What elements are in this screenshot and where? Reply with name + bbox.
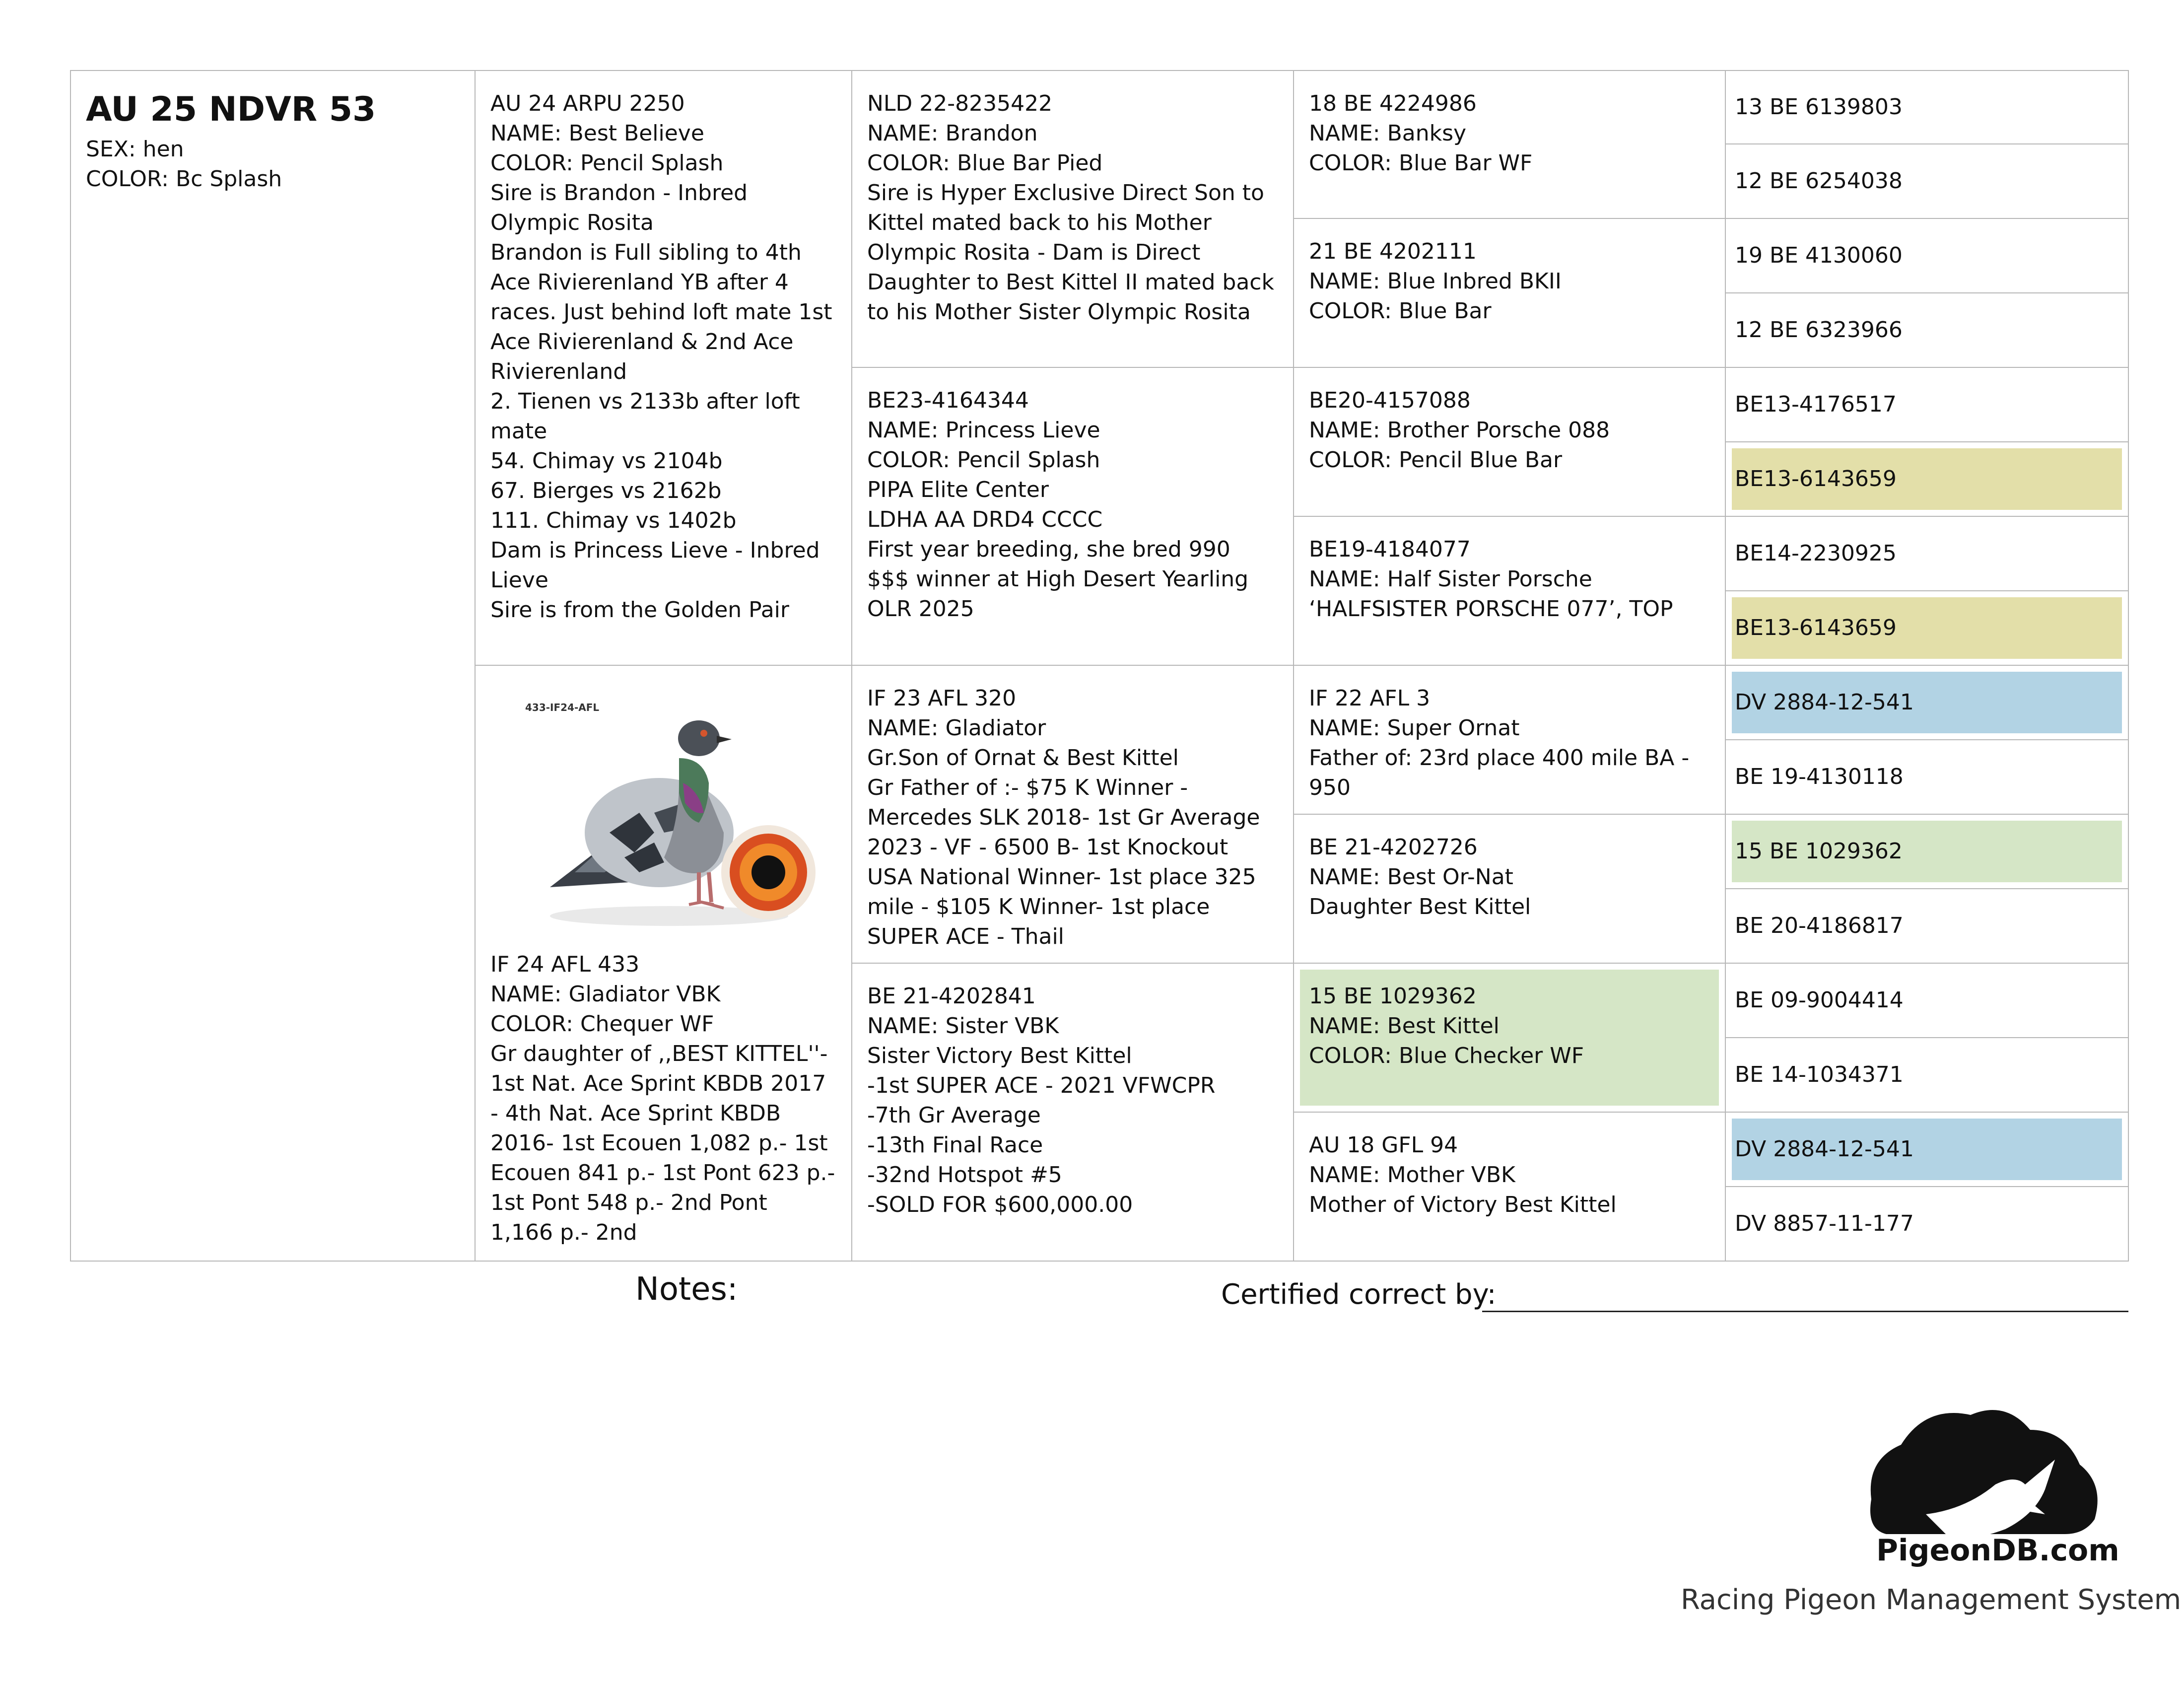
gen3-details-2: BE23-4164344 NAME: Princess Lieve COLOR: Pencil Splash PIPA Elite Center LDHA AA DRD4 CCCC First year breeding, she bred 990 $$$ winner at High Desert Yearling OLR 2025 bbox=[867, 388, 1249, 622]
gen5-cell-11 bbox=[1725, 814, 2129, 889]
gen5-ring-9: DV 2884-12-541 bbox=[1735, 690, 1914, 715]
sire-cell bbox=[475, 70, 852, 666]
sire-details: AU 24 ARPU 2250 NAME: Best Believe COLOR: Pencil Splash Sire is Brandon - Inbred Olympic Rosita Brandon is Full sibling to 4th Ace Rivierenland YB after 4 races. Just behind loft mate 1st Ace Rivierenland & 2nd Ace Rivierenland 2. Tienen vs 2133b after loft mate 54. Chimay vs 2104b 67. Bierges vs 2162b 111. Chimay vs 1402b Dam is Princess Lieve - Inbred Lieve Sire is from the Golden Pair bbox=[490, 91, 832, 623]
gen5-ring-3: 19 BE 4130060 bbox=[1735, 243, 1903, 268]
gen5-ring-16: DV 8857-11-177 bbox=[1735, 1211, 1914, 1236]
gen5-cell-16 bbox=[1725, 1186, 2129, 1262]
gen4-cell-8 bbox=[1293, 1112, 1726, 1262]
gen5-ring-4: 12 BE 6323966 bbox=[1735, 317, 1903, 343]
gen3-details-3: IF 23 AFL 320 NAME: Gladiator Gr.Son of Ornat & Best Kittel Gr Father of :- $75 K Winner - Mercedes SLK 2018- 1st Gr Average 2023 - VF - 6500 B- 1st Knockout USA National Winner- 1st place 325 mile - $105 K Winner- 1st place SUPER ACE - Thail bbox=[867, 686, 1260, 949]
gen5-ring-6: BE13-6143659 bbox=[1735, 466, 1897, 492]
gen5-ring-13: BE 09-9004414 bbox=[1735, 987, 1904, 1013]
gen5-cell-2 bbox=[1725, 143, 2129, 219]
gen5-cell-4 bbox=[1725, 292, 2129, 368]
dam-details: IF 24 AFL 433 NAME: Gladiator VBK COLOR: Chequer WF Gr daughter of ,,BEST KITTEL''- 1st Nat. Ace Sprint KBDB 2017 - 4th Nat. Ace Sprint KBDB 2016- 1st Ecouen 1,082 p.- 1st Ecouen 841 p.- 1st Pont 623 p.- 1st Pont 548 p.- 2nd Pont 1,166 p.- 2nd bbox=[490, 952, 835, 1245]
gen5-cell-8 bbox=[1725, 590, 2129, 666]
gen5-ring-12: BE 20-4186817 bbox=[1735, 913, 1904, 938]
gen3-cell-1 bbox=[851, 70, 1294, 368]
gen4-details-5: IF 22 AFL 3 NAME: Super Ornat Father of: 23rd place 400 mile BA - 950 bbox=[1309, 686, 1690, 800]
gen3-details-4: BE 21-4202841 NAME: Sister VBK Sister Victory Best Kittel -1st SUPER ACE - 2021 VFWCPR -7th Gr Average -13th Final Race -32nd Hotspot #5 -SOLD FOR $600,000.00 bbox=[867, 984, 1216, 1217]
gen4-cell-1 bbox=[1293, 70, 1726, 219]
gen5-ring-10: BE 19-4130118 bbox=[1735, 764, 1904, 789]
brand-tagline: Racing Pigeon Management System bbox=[1681, 1584, 2182, 1616]
gen4-cell-2 bbox=[1293, 218, 1726, 368]
gen5-cell-1 bbox=[1725, 70, 2129, 144]
gen5-cell-14 bbox=[1725, 1037, 2129, 1113]
gen4-details-1: 18 BE 4224986 NAME: Banksy COLOR: Blue Bar WF bbox=[1309, 91, 1533, 176]
gen5-cell-12 bbox=[1725, 888, 2129, 964]
gen5-cell-6 bbox=[1725, 441, 2129, 517]
gen5-ring-5: BE13-4176517 bbox=[1735, 392, 1897, 417]
dam-photo bbox=[490, 684, 838, 942]
gen3-cell-2 bbox=[851, 367, 1294, 666]
dam-cell bbox=[475, 665, 852, 1262]
gen3-cell-3 bbox=[851, 665, 1294, 964]
pigeon-image bbox=[490, 684, 838, 942]
gen5-cell-5 bbox=[1725, 367, 2129, 442]
gen4-details-6: BE 21-4202726 NAME: Best Or-Nat Daughter Best Kittel bbox=[1309, 835, 1531, 919]
dam-photo-label: 433-IF24-AFL bbox=[525, 702, 600, 713]
subject-ring-number: AU 25 NDVR 53 bbox=[86, 90, 376, 129]
gen4-details-7: 15 BE 1029362 NAME: Best Kittel COLOR: Blue Checker WF bbox=[1309, 984, 1584, 1068]
gen4-cell-7 bbox=[1293, 963, 1726, 1113]
gen4-details-8: AU 18 GFL 94 NAME: Mother VBK Mother of Victory Best Kittel bbox=[1309, 1132, 1617, 1217]
gen4-details-2: 21 BE 4202111 NAME: Blue Inbred BKII COLOR: Blue Bar bbox=[1309, 239, 1562, 324]
pedigree-table bbox=[70, 70, 2129, 1262]
gen4-cell-5 bbox=[1293, 665, 1726, 815]
gen4-cell-3 bbox=[1293, 367, 1726, 517]
notes-label: Notes: bbox=[635, 1271, 738, 1308]
gen5-cell-10 bbox=[1725, 739, 2129, 815]
gen4-cell-4 bbox=[1293, 516, 1726, 666]
gen4-cell-6 bbox=[1293, 814, 1726, 964]
brand-name: PigeonDB.com bbox=[1876, 1533, 2119, 1568]
signature-line[interactable] bbox=[1482, 1311, 2128, 1312]
certified-label: Certified correct by: bbox=[1221, 1278, 1497, 1311]
gen3-details-1: NLD 22-8235422 NAME: Brandon COLOR: Blue Bar Pied Sire is Hyper Exclusive Direct Son to Kittel mated back to his Mother Olympic Rosita - Dam is Direct Daughter to Best Kittel II mated back to his Mother Sister Olympic Rosita bbox=[867, 91, 1274, 325]
gen5-cell-3 bbox=[1725, 218, 2129, 293]
gen5-ring-8: BE13-6143659 bbox=[1735, 615, 1897, 640]
gen5-cell-13 bbox=[1725, 963, 2129, 1038]
gen5-ring-7: BE14-2230925 bbox=[1735, 541, 1897, 566]
subject-cell bbox=[70, 70, 476, 1262]
gen5-ring-2: 12 BE 6254038 bbox=[1735, 168, 1903, 194]
gen5-ring-14: BE 14-1034371 bbox=[1735, 1062, 1904, 1087]
gen5-cell-15 bbox=[1725, 1112, 2129, 1187]
gen4-details-4: BE19-4184077 NAME: Half Sister Porsche ‘HALFSISTER PORSCHE 077’, TOP bbox=[1309, 537, 1673, 622]
gen5-cell-9 bbox=[1725, 665, 2129, 740]
gen3-cell-4 bbox=[851, 963, 1294, 1262]
gen4-details-3: BE20-4157088 NAME: Brother Porsche 088 COLOR: Pencil Blue Bar bbox=[1309, 388, 1610, 473]
gen5-ring-15: DV 2884-12-541 bbox=[1735, 1136, 1914, 1162]
gen5-ring-11: 15 BE 1029362 bbox=[1735, 839, 1903, 864]
subject-sex: SEX: hen bbox=[86, 137, 184, 162]
gen5-ring-1: 13 BE 6139803 bbox=[1735, 94, 1903, 120]
subject-color: COLOR: Bc Splash bbox=[86, 166, 282, 192]
gen5-cell-7 bbox=[1725, 516, 2129, 591]
